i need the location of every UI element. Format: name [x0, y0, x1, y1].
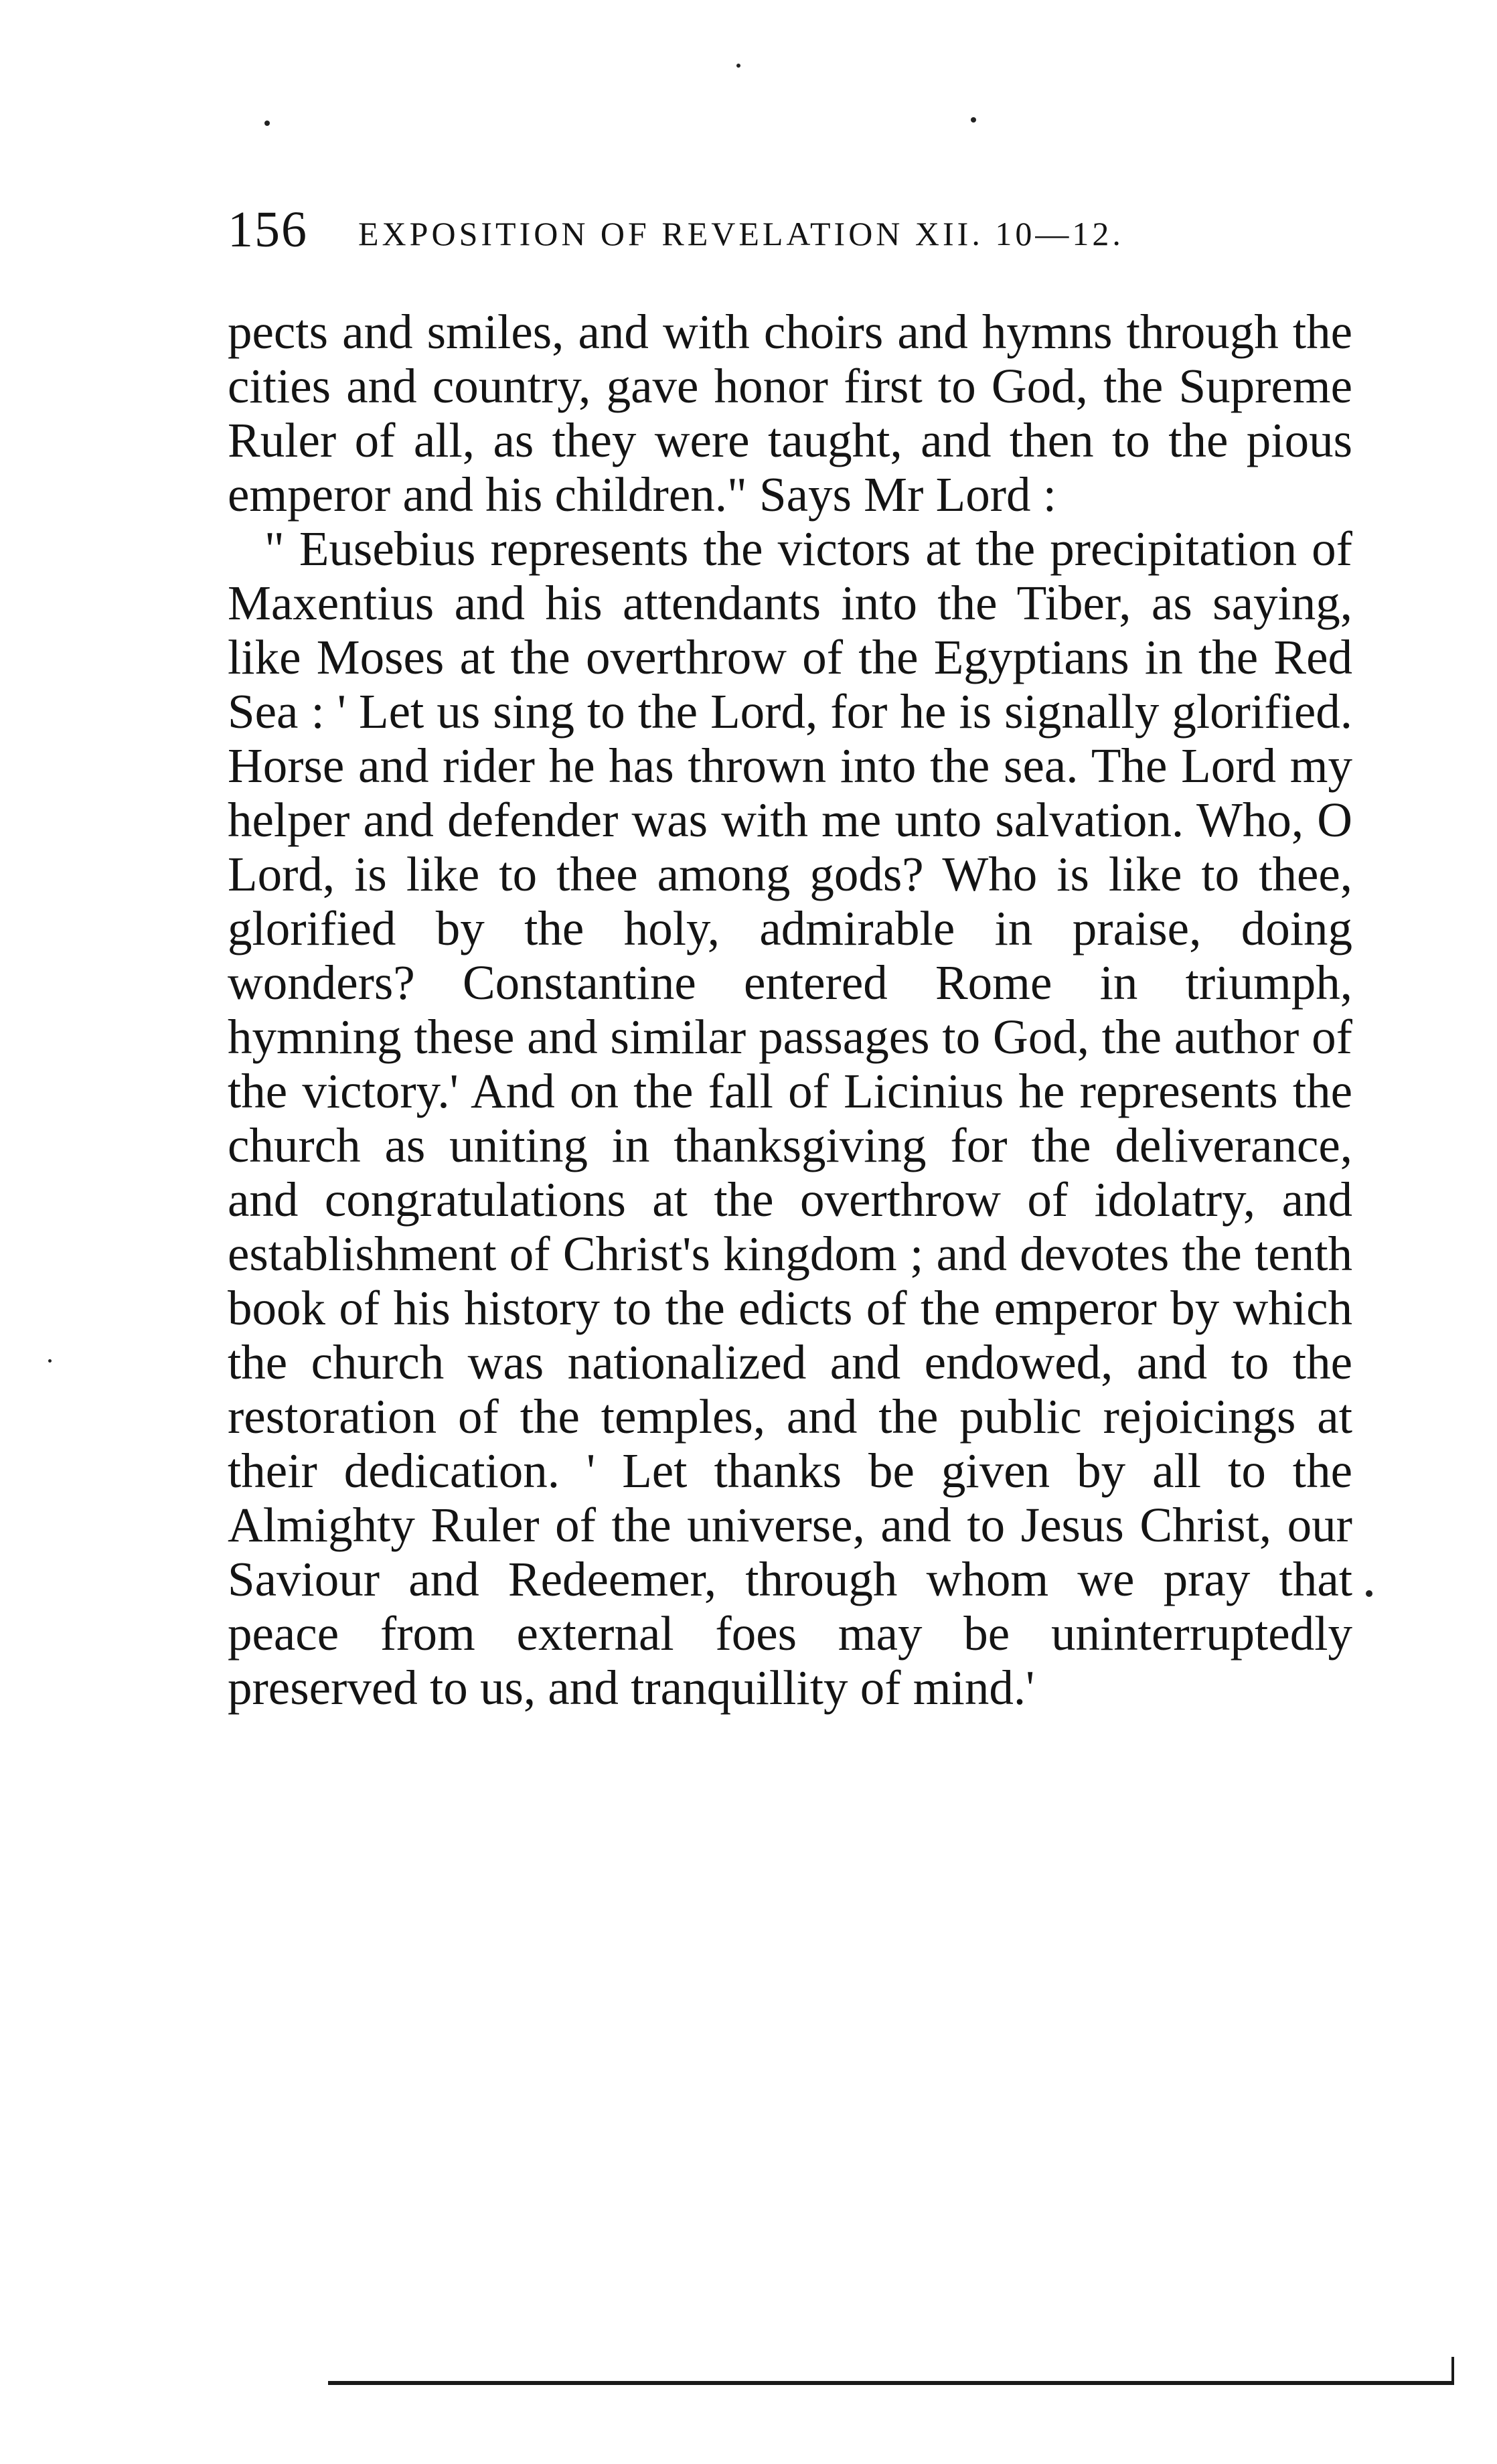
page-speck — [264, 121, 270, 126]
footer-rule — [328, 2381, 1453, 2385]
page-speck — [736, 64, 740, 68]
footer-rule-tick — [1451, 2357, 1454, 2385]
paragraph-quotation: " Eusebius represents the victors at the precipitation of Maxentius and his attendants into the Tiber, as saying, like Moses at the overthrow of the Egyptians in the Red Sea : ' Let us sing to the Lord, for he is signally glorified. Horse and rider he has thrown into the sea. The Lord my helper and defender was with me unto salvation. Who, O Lord, is like to thee among gods? Who is like to thee, glorified by the holy, admirable in praise, doing wonders? Constantine entered Rome in triumph, hymning these and similar passages to God, the author of the victory.' And on the fall of Licinius he represents the church as uniting in thanksgiving for the deliverance, and congratulations at the overthrow of idolatry, and establishment of Christ's kingdom ; and devotes the tenth book of his history to the edicts of the emperor by which the church was nationalized and endowed, and to the restoration of the temples, and the public rejoicings at their dedication. ' Let thanks be given by all to the Almighty Ruler of the universe, and to Jesus Christ, our Saviour and Redeemer, through whom we pray that peace from external foes may be uninterruptedly preserved to us, and tranquillity of mind.' — [228, 522, 1352, 1715]
page-speck — [1366, 1590, 1372, 1597]
body-text — [228, 305, 1352, 1715]
page-speck — [971, 117, 976, 123]
page-header — [228, 201, 1366, 261]
page-speck — [48, 1359, 52, 1363]
paragraph-continuation: pects and smiles, and with choirs and hymns through the cities and country, gave honor first to God, the Supreme Ruler of all, as they were taught, and then to the pious emperor and his children." Says Mr Lord : — [228, 305, 1352, 522]
page-number: 156 — [228, 202, 308, 258]
running-head: EXPOSITION OF REVELATION XII. 10—12. — [358, 215, 1124, 252]
